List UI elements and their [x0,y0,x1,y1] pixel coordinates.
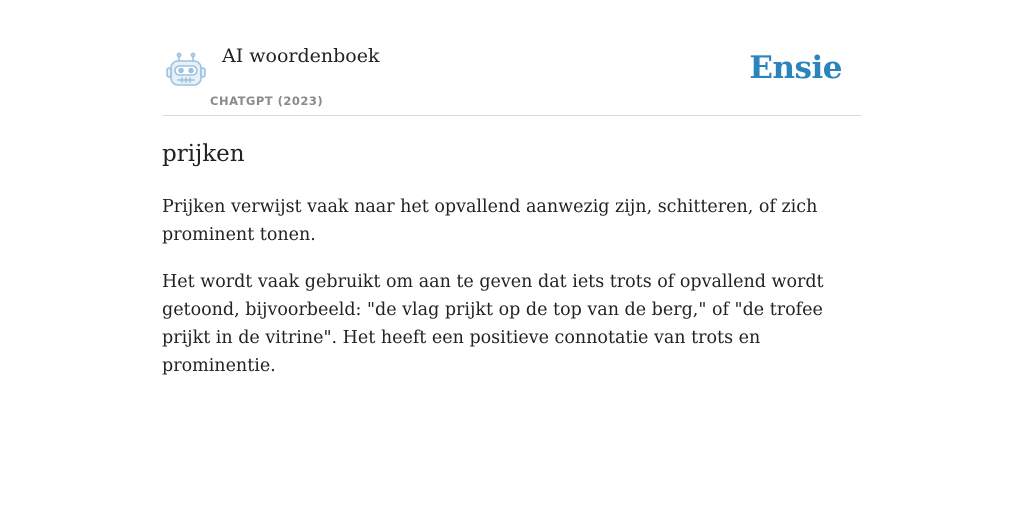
definition-paragraph: Prijken verwijst vaak naar het opvallend aanwezig zijn, schitteren, of zich prominent tonen. [162,197,818,245]
definition-paragraph: Het wordt vaak gebruikt om aan te geven dat iets trots of opvallend wordt getoond, bijvoorbeeld: "de vlag prijkt op de top van de berg," of "de trofee prijkt in de vitrine". Het heeft een positieve connotatie van trots en prominentie. [162,272,824,376]
entry-term: prijken [162,141,245,167]
entry-content [162,137,867,399]
header [162,40,862,116]
source-title: AI woordenboek [222,45,380,67]
brand-logo-link[interactable]: Ensie [749,50,842,86]
robot-icon [166,52,206,90]
source-subtitle: CHATGPT (2023) [210,94,324,108]
